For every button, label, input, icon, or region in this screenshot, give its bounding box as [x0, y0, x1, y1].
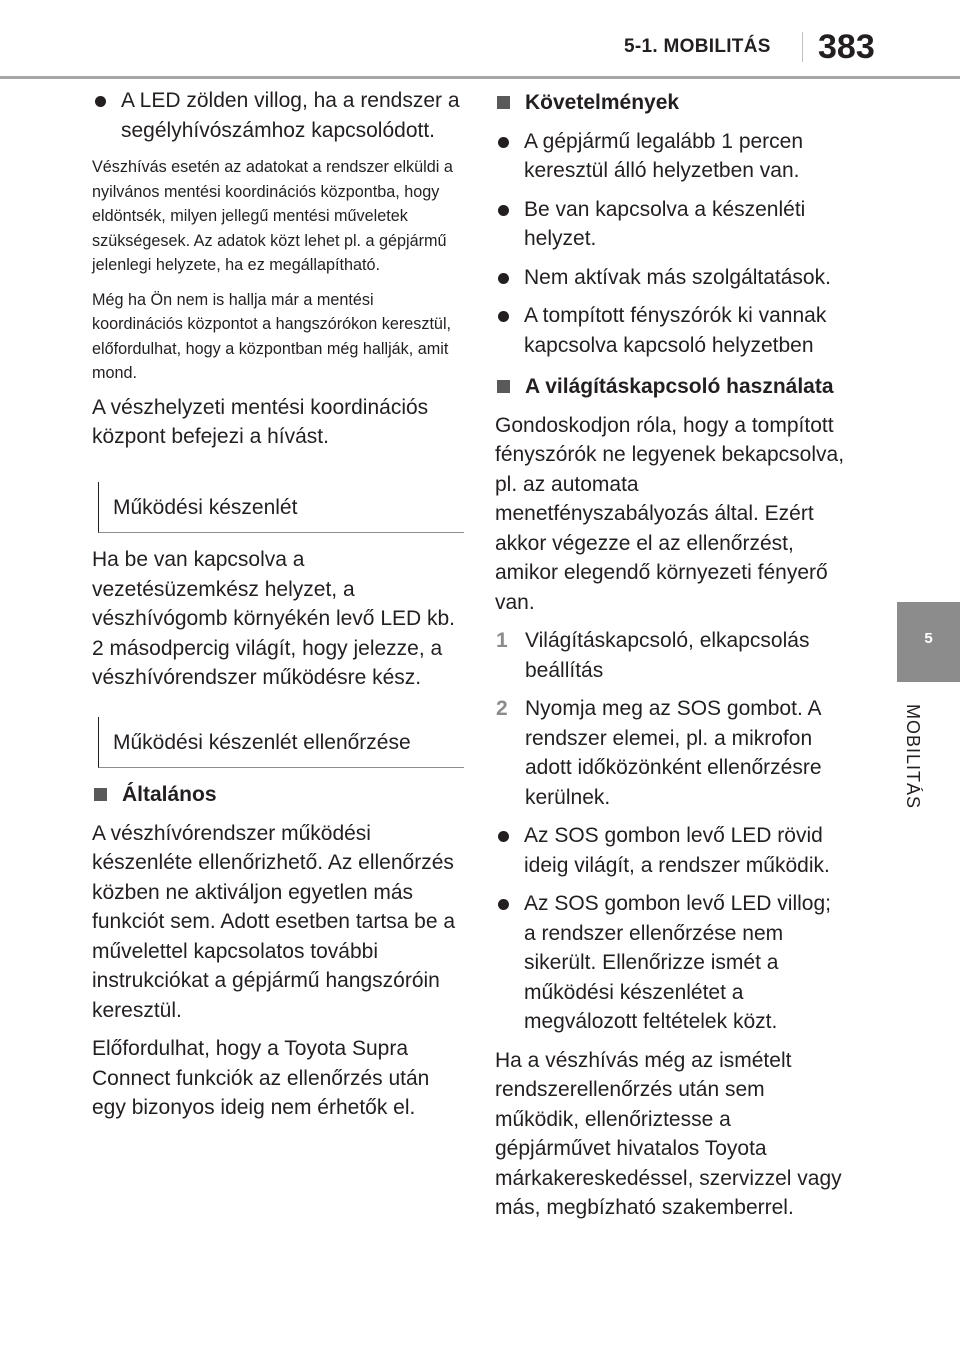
callout-box — [98, 482, 464, 534]
bullet-text: Nem aktívak más szolgáltatások. — [524, 265, 831, 289]
step-number: 2 — [496, 697, 508, 720]
callout-box — [98, 717, 464, 769]
chapter-tab[interactable] — [897, 602, 960, 682]
bullet-text: A LED zölden villog, ha a rendszer a segélyhívószámhoz kapcsolódott. — [121, 89, 460, 142]
bullet-item — [495, 195, 847, 254]
section-heading — [495, 372, 847, 402]
bullet-dot-icon — [498, 899, 509, 910]
step-number: 1 — [496, 629, 508, 652]
bullet-text: Az SOS gombon levő LED rövid ideig világít, a rendszer működik. — [524, 824, 830, 877]
square-bullet-icon — [497, 96, 510, 109]
bullet-dot-icon — [498, 831, 509, 842]
step-item — [495, 694, 847, 812]
page-number: 383 — [818, 28, 875, 66]
heading-text: A világításkapcsoló használata — [525, 375, 834, 398]
right-column — [495, 86, 847, 1232]
bullet-dot-icon — [95, 96, 106, 107]
heading-text: Általános — [122, 783, 217, 806]
bullet-item — [495, 263, 847, 293]
callout-title: Működési készenlét ellenőrzése — [113, 730, 411, 754]
body-paragraph: Előfordulhat, hogy a Toyota Supra Connect funkciók az ellenőrzés után egy bizonyos ideig nem érhetők el. — [92, 1037, 430, 1119]
note-paragraph: Vészhívás esetén az adatokat a rendszer elküldi a nyilvános mentési koordinációs központba, hogy eldöntsék, milyen jellegű mentési műveletek szükségesek. Az adatok közt lehet pl. a gépjármű jelenlegi helyzete, ha ez megállapítható. — [92, 158, 453, 274]
bullet-item — [495, 889, 847, 1037]
body-paragraph: A vészhívórendszer működési készenléte ellenőrizhető. Az ellenőrzés közben ne aktiváljon egyetlen más funkciót sem. Adott esetben tartsa be a művelettel kapcsolatos további instrukciókat a gépjármű hangszóróin keresztül. — [92, 821, 456, 1022]
note-paragraph: Még ha Ön nem is hallja már a mentési koordinációs központot a hangszórókon keresztül, előfordulhat, hogy a központban még hallják, amit mond. — [92, 290, 452, 382]
bullet-text: A tompított fényszórók ki vannak kapcsolva kapcsoló helyzetben — [524, 304, 827, 357]
left-column — [92, 86, 464, 1132]
body-paragraph: Gondoskodjon róla, hogy a tompított fényszórók ne legyenek bekapcsolva, pl. az automata menetfényszabályozás által. Ezért akkor végezze el az ellenőrzést, amikor elegendő környezeti fényerő van. — [495, 413, 845, 614]
header-divider — [802, 32, 803, 62]
chapter-label-wrap — [895, 704, 935, 864]
section-heading — [495, 88, 847, 118]
square-bullet-icon — [497, 380, 510, 393]
heading-text: Követelmények — [525, 91, 680, 114]
bullet-text: Be van kapcsolva a készenléti helyzet. — [524, 197, 806, 250]
chapter-label: MOBILITÁS — [903, 704, 923, 810]
bullet-item — [92, 86, 464, 145]
bullet-dot-icon — [498, 137, 509, 148]
body-paragraph: Ha be van kapcsolva a vezetésüzemkész helyzet, a vészhívógomb környékén levő LED kb. 2 másodpercig világít, hogy jelezze, a vészhívórendszer működésre kész. — [92, 548, 456, 689]
step-item — [495, 626, 847, 685]
chapter-number: 5 — [924, 630, 933, 647]
body-paragraph: Ha a vészhívás még az ismételt rendszerellenőrzés után sem működik, ellenőriztesse a gépjárművet hivatalos Toyota márkakereskedéssel, szervizzel vagy más, megbízható szakemberrel. — [495, 1048, 842, 1219]
bullet-dot-icon — [498, 311, 509, 322]
bullet-text: Az SOS gombon levő LED villog; a rendszer ellenőrzése nem sikerült. Ellenőrizze ismét a működési készenlétet a megválozott feltételek közt. — [524, 892, 831, 1033]
bullet-dot-icon — [498, 273, 509, 284]
section-title: 5-1. MOBILITÁS — [624, 36, 771, 57]
bullet-text: A gépjármű legalább 1 percen keresztül álló helyzetben van. — [524, 129, 804, 182]
bullet-item — [495, 127, 847, 186]
body-paragraph: A vészhelyzeti mentési koordinációs központ befejezi a hívást. — [92, 395, 429, 448]
section-heading — [92, 780, 464, 810]
header-rule — [0, 76, 960, 79]
step-text: Világításkapcsoló, elkapcsolás beállítás — [525, 629, 810, 682]
step-text: Nyomja meg az SOS gombot. A rendszer elemei, pl. a mikrofon adott időközönként ellenőrzésre kerülnek. — [525, 697, 822, 809]
bullet-dot-icon — [498, 205, 509, 216]
bullet-item — [495, 821, 847, 880]
bullet-item — [495, 301, 847, 360]
square-bullet-icon — [94, 788, 107, 801]
callout-title: Működési készenlét — [113, 495, 298, 519]
